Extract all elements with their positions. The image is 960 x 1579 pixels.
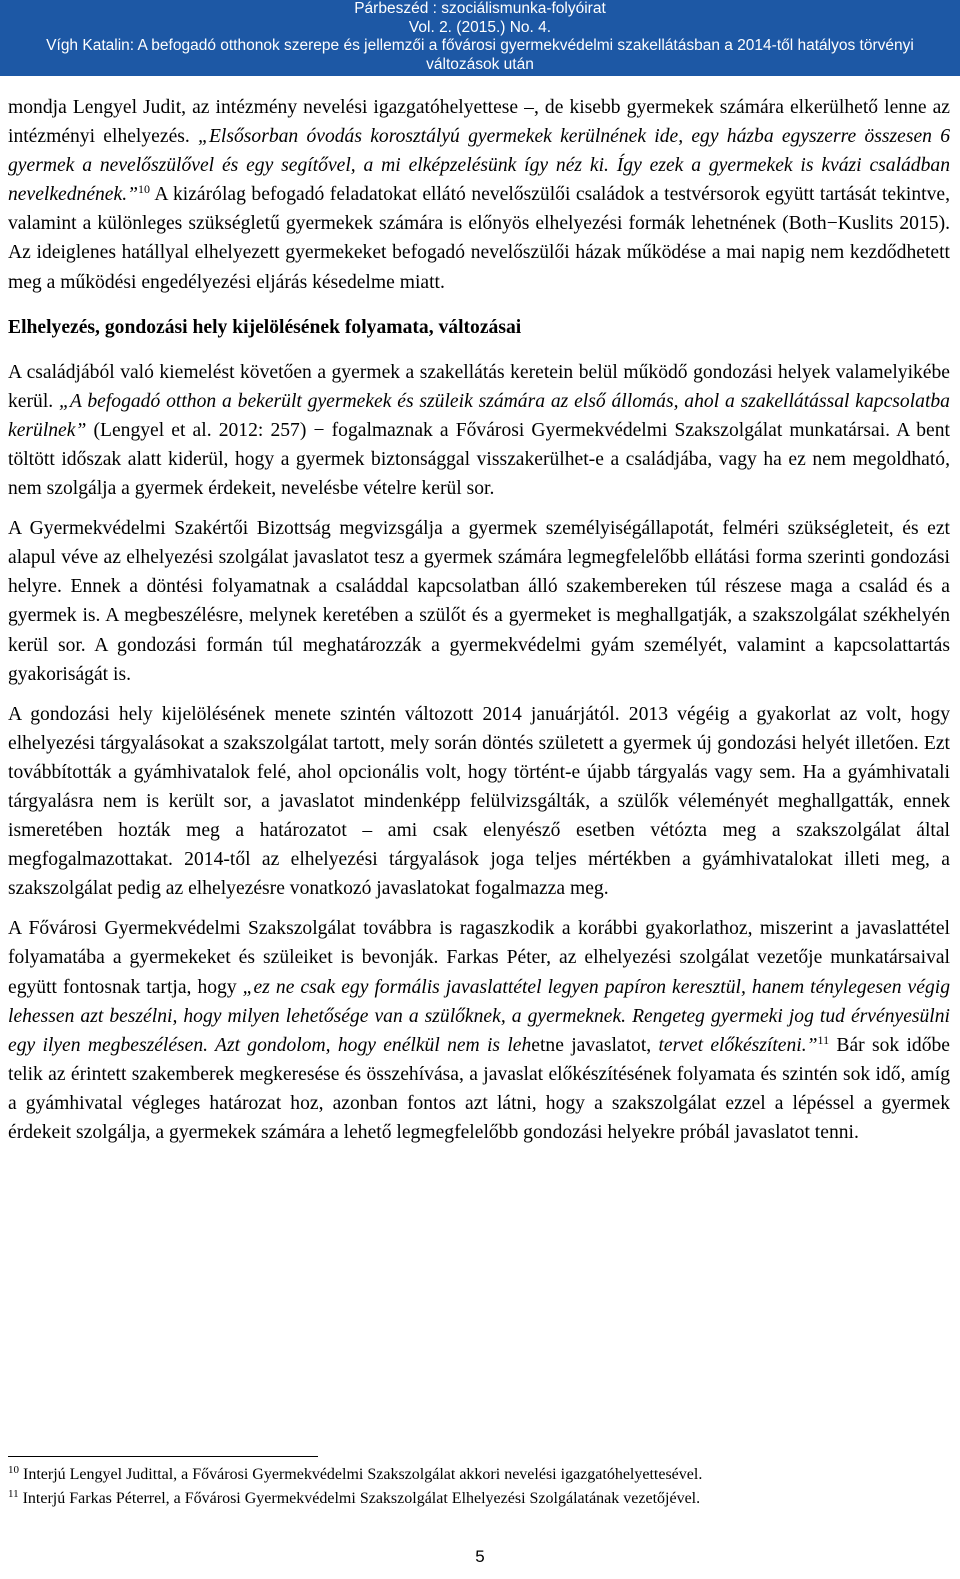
quote-text: tervet előkészíteni.”: [658, 1034, 818, 1056]
section-heading: Elhelyezés, gondozási hely kijelölésének folyamata, változásai: [8, 316, 522, 338]
footnote-number: 11: [8, 1488, 19, 1500]
footnote-ref[interactable]: 10: [138, 182, 150, 197]
page-number: 5: [475, 1547, 485, 1566]
quote-text: „Elsősorban óvodás korosztályú gyermekek kerülnének ide, egy házba egyszerre összesen 6 gyermek a nevelőszülővel és egy segítővel, a mi elképzelésünk így néz ki. Így ezek a gyermekek is kvázi családban nevelkednének.”: [8, 126, 951, 206]
article-title-line-2: változások után: [426, 55, 534, 73]
paragraph-text: mondja Lengyel Judit, az intézmény nevelési igazgatóhelyettese –, de kisebb gyermekek számára elkerülhető lenne az intézményi elhelyezés.: [8, 97, 950, 148]
journal-volume: Vol. 2. (2015.) No. 4.: [408, 18, 552, 36]
footnote-ref[interactable]: 11: [817, 1032, 830, 1047]
article-title-line-1: Vígh Katalin: A befogadó otthonok szerepe és jellemzői a fővárosi gyermekvédelmi szakellátásban a 2014-től hatályos törvényi: [46, 37, 914, 54]
paragraph-text: etne javaslatot,: [531, 1034, 659, 1056]
paragraph-text: (Lengyel et al. 2012: 257) − fogalmaznak a Fővárosi Gyermekvédelmi Szakszolgálat munkatársai. A bent töltött időszak alatt kiderül, hogy a gyermek biztonsággal visszakerülhet-e a családjába, vagy ha ez nem megoldható, nem szolgálja a gyermek érdekeit, nevelésbe vételre kerül sor.: [8, 419, 950, 500]
paragraph-3: A Gyermekvédelmi Szakértői Bizottság megvizsgálja a gyermek személyiségállapotát, felméri szükségleteit, és ezt alapul véve az elhelyezési szolgálat javaslatot tesz a gyermek számára legmegfelelőbb ellátási forma szerinti gondozási helyre. Ennek a döntési folyamatnak a családdal kapcsolatban álló szakembereken túl részese maga a család és a gyermek is. A megbeszélésre, melynek keretében a szülőt és a gyermeket is meghallgatják, a szakszolgálat székhelyén kerül sor. A gondozási formán túl meghatározzák a gyermekvédelmi gyám személyét, valamint a kapcsolattartás gyakoriságát is.: [8, 518, 950, 685]
footnote-number: 10: [8, 1464, 19, 1476]
footnotes: [8, 1463, 950, 1511]
paragraph-text: A kizárólag befogadó feladatokat ellátó nevelőszülői családok a testvérsorok együtt tartását tekintve, valamint a különleges szükségletű gyermekek számára is előnyös elhelyezési formák lehetnének (Both−Kuslits 2015). Az ideiglenes hatállyal elhelyezett gyermekeket befogadó nevelőszülői házak működése a mai napig nem kezdődhetett meg a működési engedélyezési eljárás késedelme miatt.: [8, 184, 950, 293]
article-body: [8, 93, 950, 1147]
quote-text: „ez ne csak egy formális javaslattétel legyen papíron keresztül, hanem ténylegesen végig lehessen azt beszélni, hogy milyen lehetősége van a szülőknek, a gyermeknek. Rengeteg gyermeki jog tud érvényesülni egy ilyen megbeszélésen. Azt gondolom, hogy enélkül nem is leh: [8, 976, 950, 1056]
paragraph-5: [8, 914, 950, 1147]
footnote-divider: [8, 1456, 318, 1457]
footnote-text: Interjú Lengyel Judittal, a Fővárosi Gyermekvédelmi Szakszolgálat akkori nevelési igazgatóhelyettesével.: [19, 1466, 703, 1483]
footnote-text: Interjú Farkas Péterrel, a Fővárosi Gyermekvédelmi Szakszolgálat Elhelyezési Szolgálatának vezetőjével.: [18, 1490, 701, 1507]
quote-text: „A befogadó otthon a bekerült gyermekek és szüleik számára az első állomás, ahol a szakellátással kapcsolatba kerülnek”: [8, 390, 950, 441]
paragraph-text: A családjából való kiemelést követően a gyermek a szakellátás keretein belül működő gondozási helyek valamelyikébe kerül.: [8, 361, 950, 412]
paragraph-4: A gondozási hely kijelölésének menete szintén változott 2014 januárjától. 2013 végéig a gyakorlat az volt, hogy elhelyezési tárgyalásokat a szakszolgálat tartott, mely során döntés született a gyermek új gondozási helyét illetően. Ezt továbbították a gyámhivatalok felé, ahol opcionális volt, hogy történt-e újabb tárgyalás vagy sem. Ha a gyámhivatali tárgyalásra nem is került sor, a javaslatot mindenképp felülvizsgálták, a szülők véleményét meghallgatták, ennek ismeretében hozták meg a határozatot – ami csak elenyésző esetben vétózta meg a szakszolgálat által megfogalmazottakat. 2014-től az elhelyezési tárgyalások joga teljes mértékben a gyámhivatalokat illeti meg, a szakszolgálat pedig az elhelyezésre vonatkozó javaslatokat fogalmazza meg.: [8, 703, 950, 900]
paragraph-2: [8, 358, 950, 503]
journal-title: Párbeszéd : szociálismunka-folyóirat: [354, 0, 606, 17]
paragraph-text: A Fővárosi Gyermekvédelmi Szakszolgálat továbbra is ragaszkodik a korábbi gyakorlathoz, miszerint a javaslattétel folyamatába a gyermekeket és szüleiket is bevonják. Farkas Péter, az elhelyezési szolgálat vezetője munkatársaival együtt fontosnak tartja, hogy: [8, 918, 950, 998]
paragraph-text: Bár sok időbe telik az érintett szakemberek megkeresése és összehívása, a javaslat előkészítésének folyamata és szintén sok idő, amíg a gyámhivatal végleges határozat hoz, azonban fontos azt látni, hogy a szakszolgálat ezzel a lépéssel a gyermek érdekeit szolgálja, a gyermekek számára a lehető legmegfelelőbb gondozási helyekre próbál javaslatot tenni.: [8, 1034, 950, 1143]
paragraph-1: [8, 93, 950, 297]
footnote-11: [8, 1487, 950, 1511]
footnote-10: [8, 1463, 950, 1487]
journal-header: [0, 0, 960, 76]
